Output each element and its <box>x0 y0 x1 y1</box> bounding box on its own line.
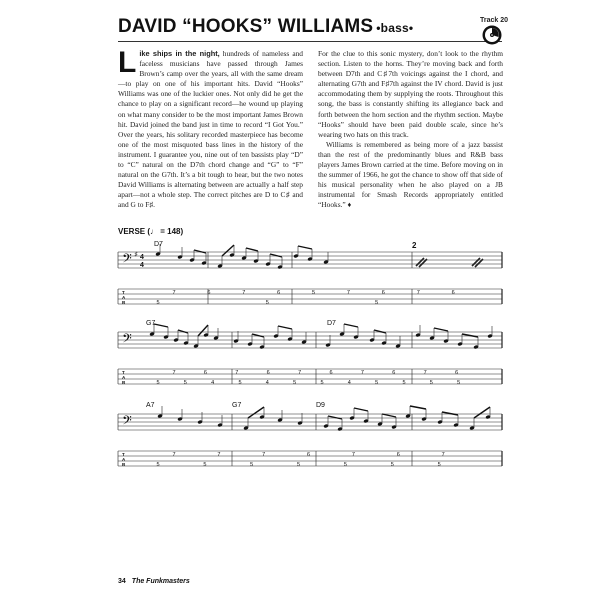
paragraph: Williams is remembered as being more of a jazz bassist than the rest of the predominantly blues and R&B bass players James Brown carried at the time. Before moving on in the summer of 1966, he got the chance to show off that side of his musical personality when he also played on a JB instrumental for Smash Records appropriately entitled “Hooks.” ♦ <box>318 139 503 210</box>
repeat-slash <box>416 258 424 266</box>
tab-label: T <box>122 290 125 295</box>
tab-fret-number: 5 <box>402 380 406 386</box>
beam <box>252 334 264 337</box>
tab-fret-number: 5 <box>375 380 379 386</box>
tab-fret-number: 7 <box>441 452 445 458</box>
tab-fret-number: 7 <box>298 370 302 376</box>
tab-fret-number: 6 <box>266 370 270 376</box>
chord-symbol: D9 <box>316 402 325 409</box>
tab-fret-number: 6 <box>207 290 211 296</box>
tab-fret-number: 7 <box>242 290 246 296</box>
instrument-tag: •bass• <box>376 21 414 35</box>
tab-fret-number: 6 <box>307 452 311 458</box>
tab-fret-number: 6 <box>455 370 459 376</box>
tab-fret-number: 7 <box>172 290 176 296</box>
beam <box>344 324 358 327</box>
tab-fret-number: 7 <box>416 290 420 296</box>
tab-fret-number: 5 <box>297 462 301 468</box>
tab-fret-number: 7 <box>235 370 239 376</box>
tab-fret-number: 7 <box>262 452 266 458</box>
beam <box>374 330 386 333</box>
tab-label: A <box>122 295 126 300</box>
tab-fret-number: 5 <box>156 380 160 386</box>
paragraph: For the clue to this sonic mystery, don’t look to the rhythm section. Listen to the horns. They’re moving back and forth between D7th and C♯7th voicings against the I chord, and alternating G7th and F♯7th against the IV chord. David is just accommodating them by supplying the roots. Throughout this song, the bass is constantly shifting its allegiance back and forth between the horn section and the rhythm section. Maybe “Hooks” should have been paid double scale, since he’s wearing two hats on this track. <box>318 49 503 139</box>
repeat-slash <box>472 258 480 266</box>
chord-symbol: D7 <box>327 320 336 327</box>
time-signature: 4 <box>140 262 144 269</box>
tab-label: T <box>122 370 125 375</box>
tab-fret-number: 7 <box>351 452 355 458</box>
bass-clef-icon: 𝄢 <box>122 252 132 269</box>
beam <box>278 326 292 329</box>
lead-in: ike ships in the night, <box>139 49 220 58</box>
tab-fret-number: 5 <box>390 462 394 468</box>
tab-label: A <box>122 457 126 462</box>
beam <box>410 406 426 409</box>
tab-fret-number: 5 <box>293 380 297 386</box>
time-signature: 4 <box>140 254 144 261</box>
tab-fret-number: 5 <box>265 300 269 306</box>
beam <box>178 330 188 333</box>
beam <box>246 248 258 251</box>
tempo-marking: VERSE (♩ = 148) <box>118 227 184 236</box>
publication-title: The Funkmasters <box>131 578 190 585</box>
tab-fret-number: 6 <box>392 370 396 376</box>
tab-fret-number: 4 <box>347 380 351 386</box>
chord-symbol: G7 <box>146 320 156 327</box>
tab-fret-number: 5 <box>429 380 433 386</box>
beam <box>382 414 396 417</box>
tab-fret-number: 5 <box>375 300 379 306</box>
tab-label: T <box>122 452 125 457</box>
tab-fret-number: 4 <box>265 380 269 386</box>
chord-symbol: A7 <box>146 402 155 409</box>
title-text: DAVID “HOOKS” WILLIAMS <box>118 16 374 37</box>
dropcap: L <box>118 46 137 79</box>
tab-fret-number: 5 <box>320 380 324 386</box>
chord-symbol: D7 <box>154 241 163 248</box>
tab-fret-number: 5 <box>437 462 441 468</box>
bass-clef-icon: 𝄢 <box>122 332 132 349</box>
beam <box>354 408 368 411</box>
tab-label: B <box>122 462 126 467</box>
paragraph-text: hundreds of nameless and faceless musicians have passed through James Brown’s camp over the years, all with the same dream—to play on one of his important hits. David “Hooks” Williams was one of the luckier ones. Not only did he get the chance to play on a significant record—he wound up playing on what many consider to be the most important James Brown hit. David joined the band just in time to record “I Got You.” Over the years, his solitary recorded masterpiece has become one of the most misquoted bass lines in the history of the instrument. I guarantee you, nine out of ten bassists play “D” to “C” natural on the D7th chord change and “G” to “F” natural on the G7th. It’s a bit tough to hear, but the two notes David Williams is alternating between are actually a half step apart—not a whole step. The correct pitches are D to C♯ and and G to F♯. <box>118 49 304 210</box>
tab-fret-number: 6 <box>329 370 333 376</box>
chord-symbol: G7 <box>232 402 242 409</box>
tab-fret-number: 5 <box>343 462 347 468</box>
tab-label: A <box>122 375 126 380</box>
notation-layer <box>118 244 502 468</box>
page-footer <box>118 578 190 585</box>
beam <box>154 324 168 327</box>
tab-fret-number: 7 <box>360 370 364 376</box>
beam <box>434 328 448 331</box>
tab-fret-number: 6 <box>451 290 455 296</box>
bass-clef-icon: 𝄢 <box>122 414 132 431</box>
tab-fret-number: 6 <box>381 290 385 296</box>
tab-fret-number: 6 <box>277 290 281 296</box>
beam <box>442 412 458 415</box>
repeat-number: 2 <box>412 241 417 250</box>
tab-fret-number: 7 <box>217 452 221 458</box>
tab-label: B <box>122 300 126 305</box>
tab-fret-number: 7 <box>423 370 427 376</box>
tab-fret-number: 5 <box>457 380 461 386</box>
tab-fret-number: 5 <box>238 380 242 386</box>
tab-fret-number: 7 <box>346 290 350 296</box>
tab-fret-number: 5 <box>312 290 316 296</box>
tab-fret-number: 5 <box>156 300 160 306</box>
tab-fret-number: 5 <box>156 462 160 468</box>
beam <box>462 334 478 337</box>
beam <box>194 250 206 253</box>
tab-fret-number: 6 <box>396 452 400 458</box>
page-number: 34 <box>118 578 126 585</box>
tab-fret-number: 5 <box>203 462 207 468</box>
tab-fret-number: 4 <box>211 380 215 386</box>
tab-label: B <box>122 380 126 385</box>
beam <box>270 254 282 257</box>
tab-fret-number: 5 <box>183 380 187 386</box>
tab-fret-number: 7 <box>172 452 176 458</box>
tab-fret-number: 6 <box>203 370 207 376</box>
tab-fret-number: 7 <box>172 370 176 376</box>
tab-fret-number: 5 <box>250 462 254 468</box>
key-signature-icon: ♯ <box>134 252 138 258</box>
beam <box>328 416 342 419</box>
beam <box>298 246 312 249</box>
track-label: Track 20 <box>480 17 509 24</box>
